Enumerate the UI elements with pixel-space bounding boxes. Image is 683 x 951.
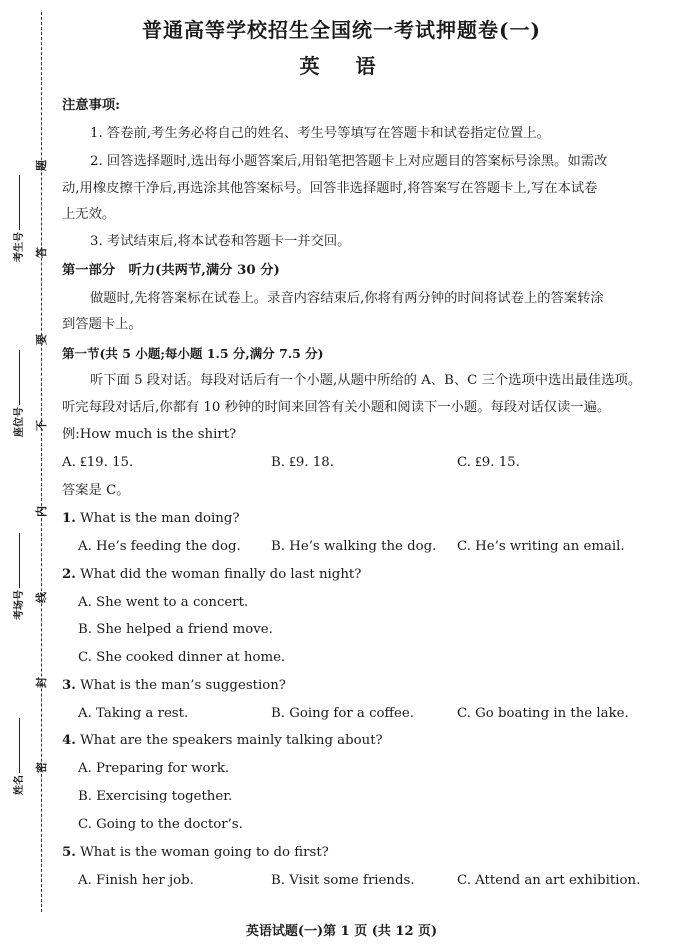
subject-title: 英 语 xyxy=(299,54,384,78)
note-item-2-cont: 上无效。 xyxy=(62,207,116,222)
note-item-1: 1. 答卷前,考生务必将自己的姓名、考生号等填写在答题卡和试卷指定位置上。 xyxy=(90,126,550,141)
seal-char: 封 xyxy=(35,677,48,688)
binding-dashed-line xyxy=(41,12,42,912)
notes-heading: 注意事项: xyxy=(62,98,121,113)
q3-option-a: A. Taking a rest. xyxy=(78,706,189,721)
q3-option-c: C. Go boating in the lake. xyxy=(457,706,629,721)
page-footer: 英语试题(一)第 1 页 (共 12 页) xyxy=(245,924,438,939)
part1-heading: 第一部分 听力(共两节,满分 30 分) xyxy=(62,263,280,278)
q1-option-b: B. He’s walking the dog. xyxy=(271,539,437,554)
q5-option-b: B. Visit some friends. xyxy=(271,873,415,888)
seal-char: 内 xyxy=(35,506,48,517)
q4-option-b: B. Exercising together. xyxy=(78,789,233,804)
seal-char: 不 xyxy=(35,420,48,431)
seal-char: 密 xyxy=(35,762,48,773)
example-option-b: B. ₤9. 18. xyxy=(271,455,334,470)
example-option-a: A. ₤19. 15. xyxy=(62,455,134,470)
field-name: 姓名 xyxy=(10,718,25,795)
note-item-3: 3. 考试结束后,将本试卷和答题卡一并交回。 xyxy=(90,234,351,249)
example-option-c: C. ₤9. 15. xyxy=(457,455,520,470)
q5-option-a: A. Finish her job. xyxy=(78,873,194,888)
part1-instructions: 做题时,先将答案标在试卷上。录音内容结束后,你将有两分钟的时间将试卷上的答案转涂 xyxy=(90,291,604,306)
note-item-2-cont: 动,用橡皮擦干净后,再选涂其他答案标号。回答非选择题时,将答案写在答题卡上,写在本试卷 xyxy=(62,181,598,196)
q5-option-c: C. Attend an art exhibition. xyxy=(457,873,641,888)
question-1: 1. What is the man doing? xyxy=(62,511,240,526)
q3-option-b: B. Going for a coffee. xyxy=(271,706,414,721)
field-seat-number: 座位号 xyxy=(10,350,25,437)
q1-option-c: C. He’s writing an email. xyxy=(457,539,625,554)
seal-char: 答 xyxy=(35,247,48,258)
seal-char: 要 xyxy=(35,334,48,345)
question-2: 2. What did the woman finally do last night? xyxy=(62,567,362,582)
part1-instructions-cont: 到答题卡上。 xyxy=(62,317,142,332)
section1-instructions: 听下面 5 段对话。每段对话后有一个小题,从题中所给的 A、B、C 三个选项中选出最佳选项。 xyxy=(90,373,642,388)
seal-char: 题 xyxy=(35,160,48,171)
q2-option-c: C. She cooked dinner at home. xyxy=(78,650,286,665)
question-4: 4. What are the speakers mainly talking about? xyxy=(62,733,383,748)
section1-heading: 第一节(共 5 小题;每小题 1.5 分,满分 7.5 分) xyxy=(62,346,324,361)
question-3: 3. What is the man’s suggestion? xyxy=(62,678,286,693)
field-exam-room: 考场号 xyxy=(10,533,25,620)
note-item-2: 2. 回答选择题时,选出每小题答案后,用铅笔把答题卡上对应题目的答案标号涂黑。如需改 xyxy=(90,154,608,169)
q4-option-a: A. Preparing for work. xyxy=(78,761,230,776)
seal-char: 线 xyxy=(35,592,48,603)
exam-title: 普通高等学校招生全国统一考试押题卷(一) xyxy=(142,18,541,42)
q1-option-a: A. He’s feeding the dog. xyxy=(78,539,241,554)
example-question: 例:How much is the shirt? xyxy=(62,427,237,442)
q2-option-a: A. She went to a concert. xyxy=(78,595,249,610)
field-student-number: 考生号 xyxy=(10,175,25,262)
question-5: 5. What is the woman going to do first? xyxy=(62,845,329,860)
q4-option-c: C. Going to the doctor’s. xyxy=(78,817,243,832)
section1-instructions-cont: 听完每段对话后,你都有 10 秒钟的时间来回答有关小题和阅读下一小题。每段对话仅读一遍。 xyxy=(62,400,611,415)
q2-option-b: B. She helped a friend move. xyxy=(78,622,273,637)
example-answer: 答案是 C。 xyxy=(62,483,130,498)
